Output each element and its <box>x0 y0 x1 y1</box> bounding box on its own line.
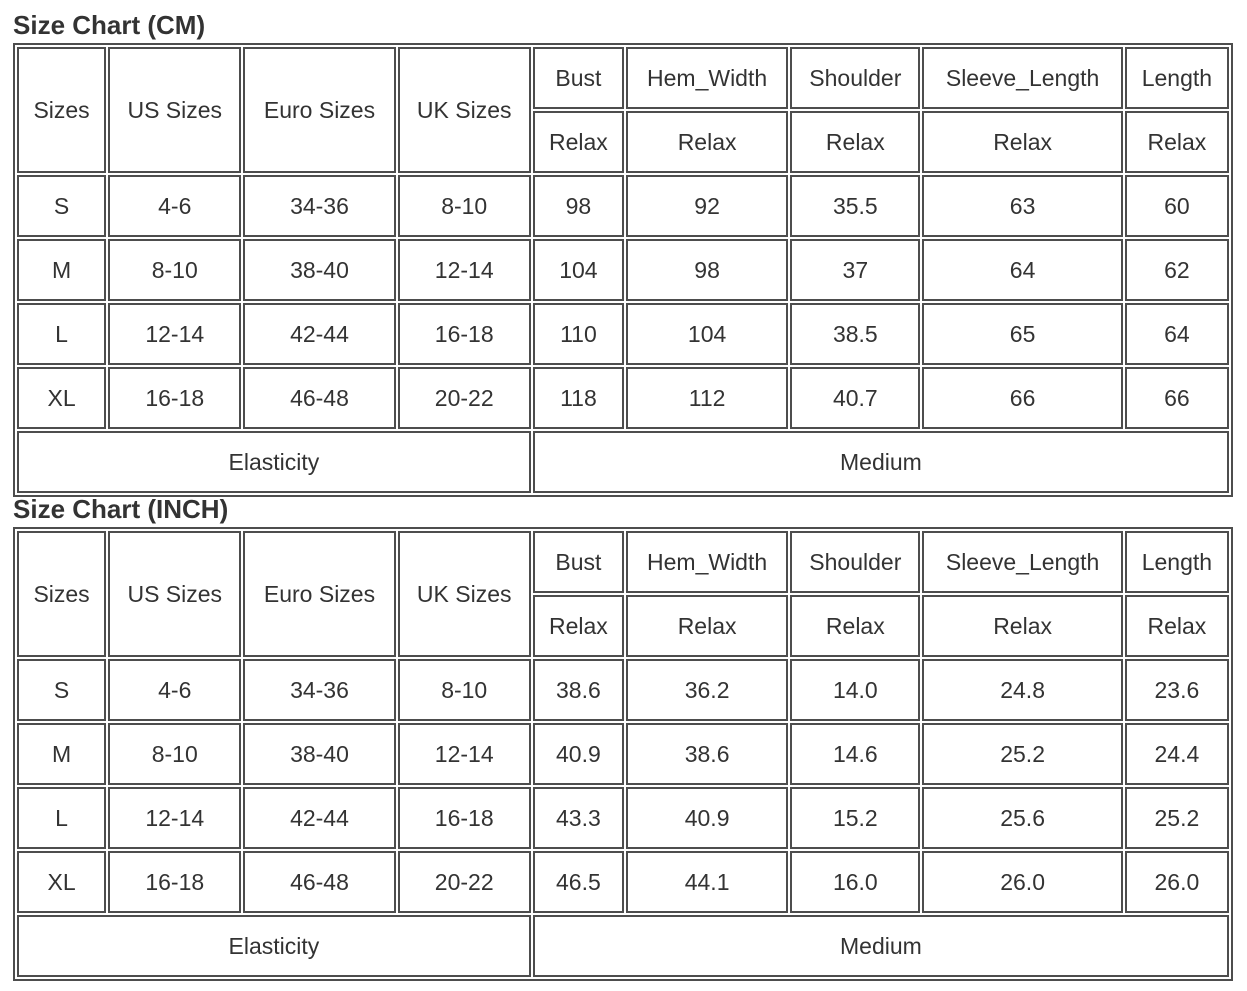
cell-uk: 12-14 <box>398 723 531 785</box>
cell-shoulder: 40.7 <box>790 367 920 429</box>
subheader-length-relax: Relax <box>1125 595 1229 657</box>
table-row <box>17 851 1229 913</box>
cell-size: M <box>17 239 106 301</box>
header-row <box>17 531 1229 593</box>
subheader-shoulder-relax: Relax <box>790 595 920 657</box>
cell-bust: 104 <box>533 239 624 301</box>
cell-hem: 36.2 <box>626 659 788 721</box>
cell-length: 26.0 <box>1125 851 1229 913</box>
subheader-bust-relax: Relax <box>533 111 624 173</box>
header-sleeve-length: Sleeve_Length <box>922 47 1122 109</box>
cell-size: XL <box>17 851 106 913</box>
cell-shoulder: 38.5 <box>790 303 920 365</box>
cell-uk: 20-22 <box>398 851 531 913</box>
cell-length: 62 <box>1125 239 1229 301</box>
cell-us: 4-6 <box>108 175 241 237</box>
cell-sleeve: 65 <box>922 303 1122 365</box>
elasticity-value: Medium <box>533 915 1229 977</box>
cell-uk: 16-18 <box>398 787 531 849</box>
cell-shoulder: 35.5 <box>790 175 920 237</box>
table-row <box>17 367 1229 429</box>
elasticity-value: Medium <box>533 431 1229 493</box>
cell-euro: 38-40 <box>243 239 395 301</box>
cell-sleeve: 25.6 <box>922 787 1122 849</box>
header-sleeve-length: Sleeve_Length <box>922 531 1122 593</box>
cell-uk: 16-18 <box>398 303 531 365</box>
header-euro-sizes: Euro Sizes <box>243 47 395 173</box>
cell-length: 64 <box>1125 303 1229 365</box>
cell-us: 8-10 <box>108 723 241 785</box>
cell-size: XL <box>17 367 106 429</box>
size-chart-cm-title: Size Chart (CM) <box>13 10 206 40</box>
cell-length: 25.2 <box>1125 787 1229 849</box>
cell-hem: 92 <box>626 175 788 237</box>
cell-length: 66 <box>1125 367 1229 429</box>
footer-row <box>17 915 1229 977</box>
cell-size: S <box>17 659 106 721</box>
cell-shoulder: 15.2 <box>790 787 920 849</box>
subheader-hem-relax: Relax <box>626 111 788 173</box>
cell-uk: 20-22 <box>398 367 531 429</box>
header-shoulder: Shoulder <box>790 531 920 593</box>
cell-shoulder: 14.6 <box>790 723 920 785</box>
subheader-sleeve-relax: Relax <box>922 111 1122 173</box>
cell-hem: 44.1 <box>626 851 788 913</box>
header-uk-sizes: UK Sizes <box>398 47 531 173</box>
footer-row <box>17 431 1229 493</box>
header-uk-sizes: UK Sizes <box>398 531 531 657</box>
cell-bust: 118 <box>533 367 624 429</box>
cell-us: 8-10 <box>108 239 241 301</box>
subheader-hem-relax: Relax <box>626 595 788 657</box>
cell-us: 12-14 <box>108 787 241 849</box>
subheader-sleeve-relax: Relax <box>922 595 1122 657</box>
cell-hem: 40.9 <box>626 787 788 849</box>
cell-euro: 38-40 <box>243 723 395 785</box>
cell-sleeve: 25.2 <box>922 723 1122 785</box>
cell-hem: 98 <box>626 239 788 301</box>
header-row <box>17 47 1229 109</box>
header-sizes: Sizes <box>17 47 106 173</box>
cell-euro: 42-44 <box>243 787 395 849</box>
cell-sleeve: 64 <box>922 239 1122 301</box>
header-length: Length <box>1125 531 1229 593</box>
cell-uk: 8-10 <box>398 659 531 721</box>
elasticity-label: Elasticity <box>17 915 531 977</box>
cell-uk: 12-14 <box>398 239 531 301</box>
cell-us: 16-18 <box>108 851 241 913</box>
cell-euro: 34-36 <box>243 659 395 721</box>
table-row <box>17 239 1229 301</box>
header-hem-width: Hem_Width <box>626 531 788 593</box>
table-row <box>17 175 1229 237</box>
header-bust: Bust <box>533 531 624 593</box>
cell-shoulder: 16.0 <box>790 851 920 913</box>
cell-hem: 112 <box>626 367 788 429</box>
cell-us: 4-6 <box>108 659 241 721</box>
cell-length: 24.4 <box>1125 723 1229 785</box>
header-shoulder: Shoulder <box>790 47 920 109</box>
table-row <box>17 659 1229 721</box>
header-us-sizes: US Sizes <box>108 531 241 657</box>
cell-euro: 34-36 <box>243 175 395 237</box>
subheader-bust-relax: Relax <box>533 595 624 657</box>
size-chart-cm-table <box>13 43 1233 497</box>
header-bust: Bust <box>533 47 624 109</box>
cell-length: 23.6 <box>1125 659 1229 721</box>
cell-uk: 8-10 <box>398 175 531 237</box>
header-hem-width: Hem_Width <box>626 47 788 109</box>
header-sizes: Sizes <box>17 531 106 657</box>
cell-euro: 46-48 <box>243 367 395 429</box>
cell-size: S <box>17 175 106 237</box>
cell-bust: 46.5 <box>533 851 624 913</box>
cell-sleeve: 66 <box>922 367 1122 429</box>
cell-size: L <box>17 303 106 365</box>
cell-bust: 40.9 <box>533 723 624 785</box>
table-row <box>17 303 1229 365</box>
cell-us: 16-18 <box>108 367 241 429</box>
subheader-shoulder-relax: Relax <box>790 111 920 173</box>
header-us-sizes: US Sizes <box>108 47 241 173</box>
cell-sleeve: 63 <box>922 175 1122 237</box>
elasticity-label: Elasticity <box>17 431 531 493</box>
cell-size: M <box>17 723 106 785</box>
cell-bust: 98 <box>533 175 624 237</box>
header-length: Length <box>1125 47 1229 109</box>
table-row <box>17 723 1229 785</box>
table-row <box>17 787 1229 849</box>
cell-bust: 110 <box>533 303 624 365</box>
cell-length: 60 <box>1125 175 1229 237</box>
cell-euro: 46-48 <box>243 851 395 913</box>
cell-shoulder: 37 <box>790 239 920 301</box>
cell-bust: 38.6 <box>533 659 624 721</box>
cell-hem: 104 <box>626 303 788 365</box>
size-chart-inch-title: Size Chart (INCH) <box>13 494 229 524</box>
size-chart-inch-table <box>13 527 1233 981</box>
cell-size: L <box>17 787 106 849</box>
cell-sleeve: 24.8 <box>922 659 1122 721</box>
cell-us: 12-14 <box>108 303 241 365</box>
cell-sleeve: 26.0 <box>922 851 1122 913</box>
cell-hem: 38.6 <box>626 723 788 785</box>
cell-bust: 43.3 <box>533 787 624 849</box>
header-euro-sizes: Euro Sizes <box>243 531 395 657</box>
cell-shoulder: 14.0 <box>790 659 920 721</box>
subheader-length-relax: Relax <box>1125 111 1229 173</box>
cell-euro: 42-44 <box>243 303 395 365</box>
